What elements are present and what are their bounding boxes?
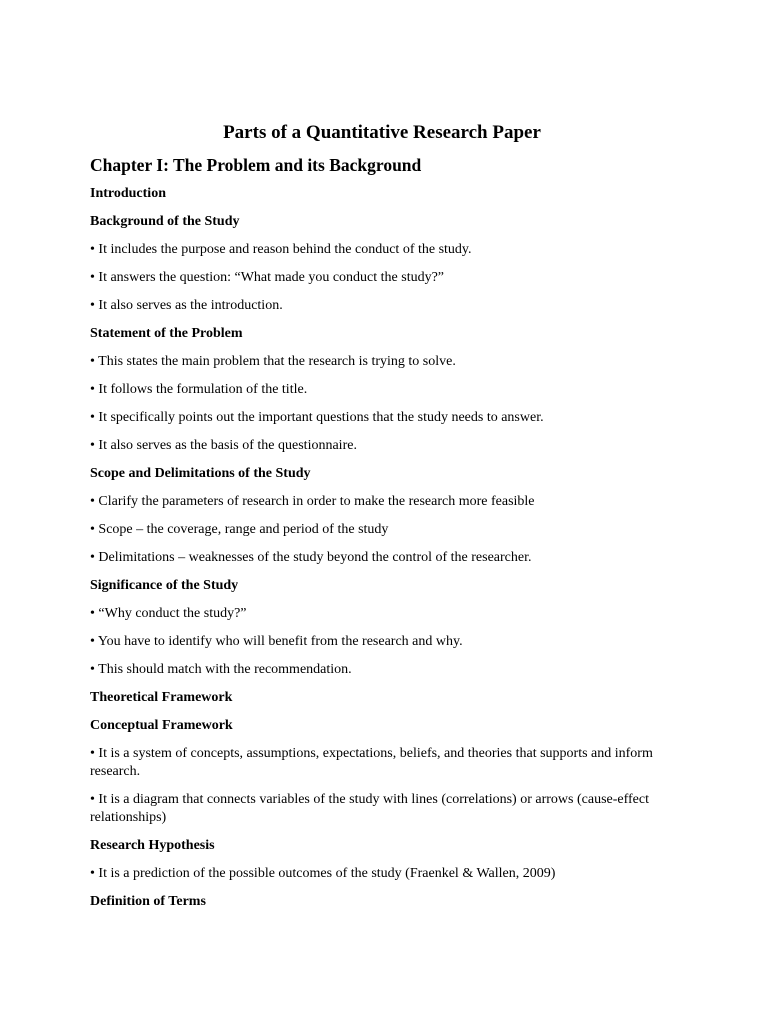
bullet-item: • It answers the question: “What made you conduct the study?” xyxy=(90,270,445,285)
document-title: Parts of a Quantitative Research Paper xyxy=(223,122,541,143)
section-heading-scope: Scope and Delimitations of the Study xyxy=(90,466,311,481)
bullet-item: • It is a prediction of the possible outcomes of the study (Fraenkel & Wallen, 2009) xyxy=(90,866,556,881)
bullet-item: • It also serves as the basis of the questionnaire. xyxy=(90,438,357,453)
bullet-item: • Delimitations – weaknesses of the study beyond the control of the researcher. xyxy=(90,550,532,565)
document-page xyxy=(90,120,680,911)
bullet-item: • This states the main problem that the research is trying to solve. xyxy=(90,354,456,369)
bullet-item: • It also serves as the introduction. xyxy=(90,298,283,313)
section-heading-introduction: Introduction xyxy=(90,186,166,201)
section-heading-statement-of-problem: Statement of the Problem xyxy=(90,326,243,341)
bullet-item: • You have to identify who will benefit from the research and why. xyxy=(90,634,463,649)
bullet-item: • “Why conduct the study?” xyxy=(90,606,247,621)
section-heading-background: Background of the Study xyxy=(90,214,240,229)
bullet-item: • Clarify the parameters of research in order to make the research more feasible xyxy=(90,494,535,509)
section-heading-conceptual-framework: Conceptual Framework xyxy=(90,718,233,733)
bullet-item: • It is a diagram that connects variables of the study with lines (correlations) or arrows (cause-effect relationships) xyxy=(90,792,649,825)
section-heading-significance: Significance of the Study xyxy=(90,578,239,593)
section-heading-research-hypothesis: Research Hypothesis xyxy=(90,838,215,853)
bullet-item: • Scope – the coverage, range and period of the study xyxy=(90,522,389,537)
bullet-item: • It follows the formulation of the title. xyxy=(90,382,308,397)
section-heading-theoretical-framework: Theoretical Framework xyxy=(90,690,233,705)
bullet-item: • It includes the purpose and reason behind the conduct of the study. xyxy=(90,242,472,257)
bullet-item: • It is a system of concepts, assumptions, expectations, beliefs, and theories that supports and inform research. xyxy=(90,746,653,779)
section-heading-definition-of-terms: Definition of Terms xyxy=(90,894,206,909)
chapter-heading: Chapter I: The Problem and its Background xyxy=(90,155,422,175)
bullet-item: • This should match with the recommendation. xyxy=(90,662,352,677)
bullet-item: • It specifically points out the important questions that the study needs to answer. xyxy=(90,410,544,425)
